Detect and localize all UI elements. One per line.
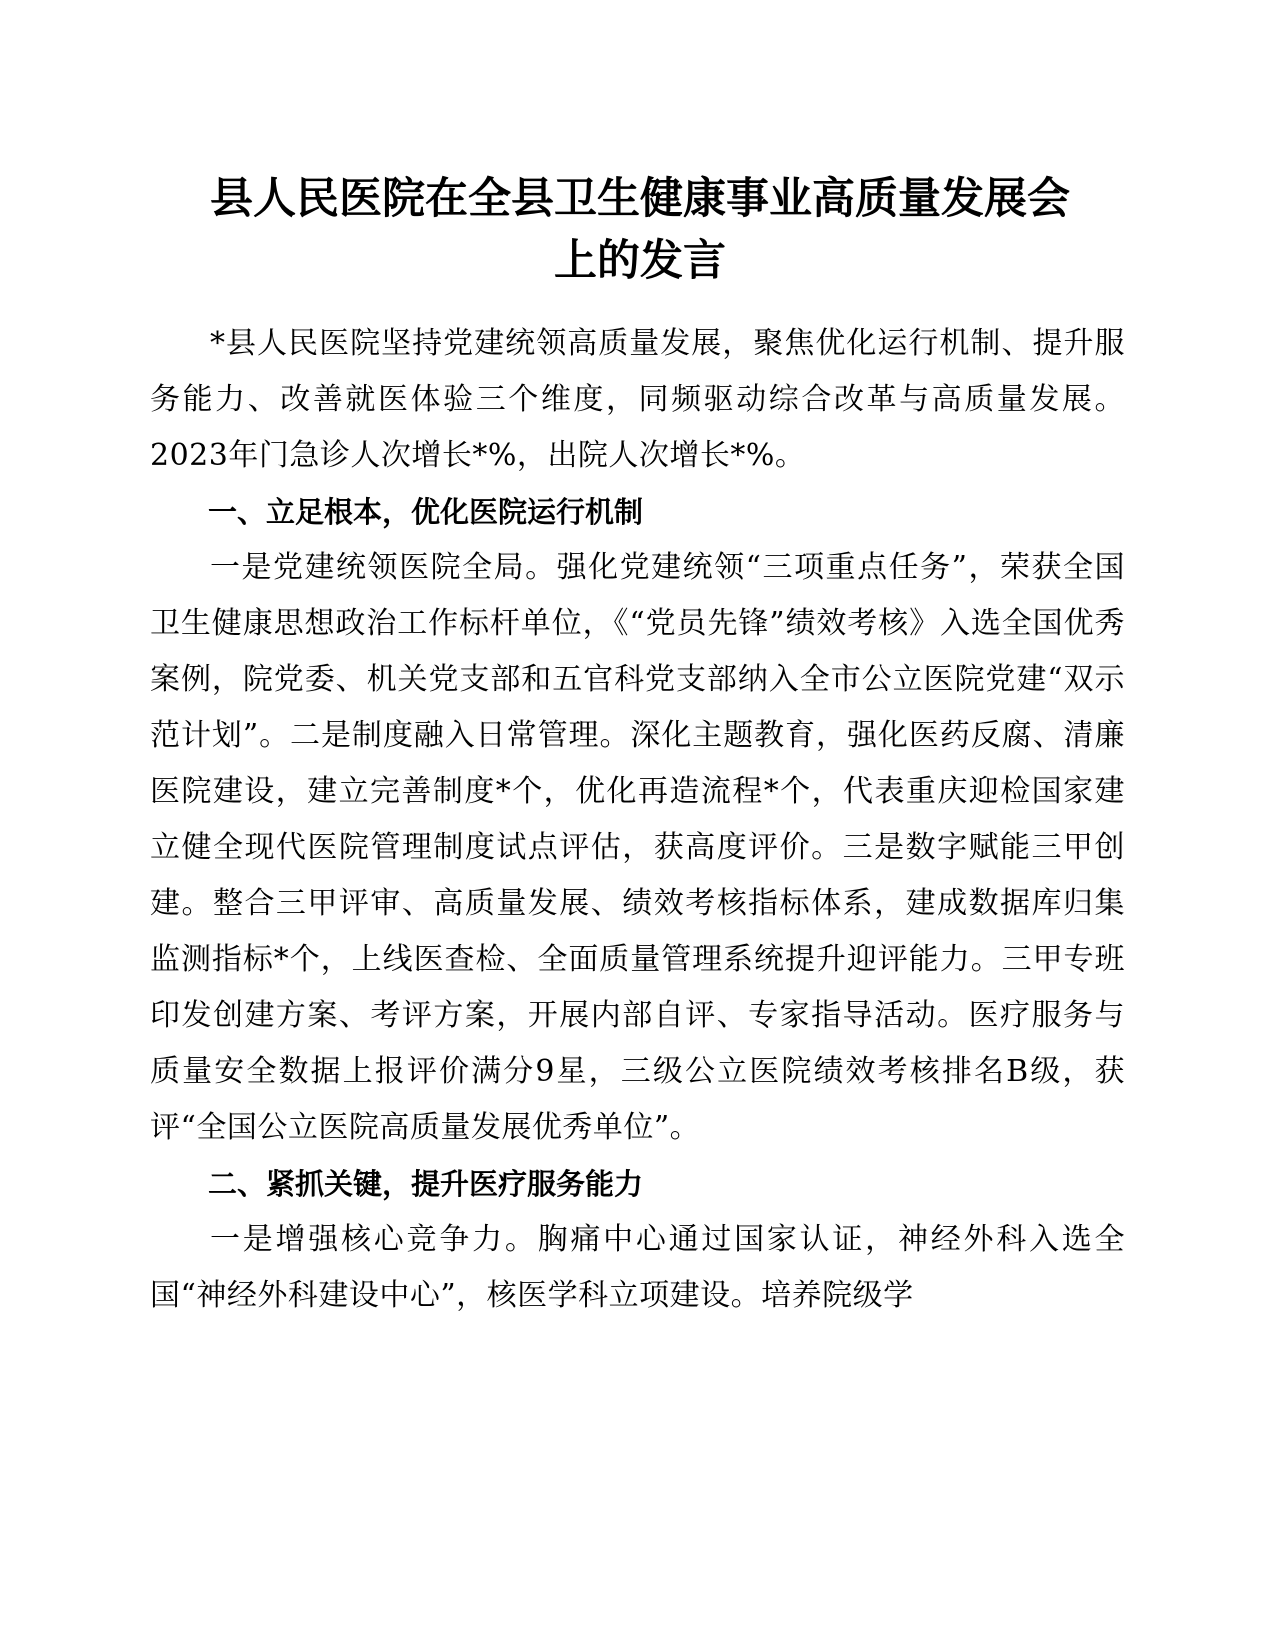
- title-line-1: 县人民医院在全县卫生健康事业高质量发展会: [210, 174, 1070, 224]
- document-title: [150, 168, 1130, 292]
- section-heading-1: 一、立足根本，优化医院运行机制: [208, 495, 644, 529]
- section-2-paragraph: 一是增强核心竞争力。胸痛中心通过国家认证，神经外科入选全国“神经外科建设中心”，核医学科立项建设。培养院级学: [150, 1222, 1125, 1313]
- document-body: [150, 316, 1125, 1324]
- section-1-paragraph: 一是党建统领医院全局。强化党建统领“三项重点任务”，荣获全国卫生健康思想政治工作标杆单位，《“党员先锋”绩效考核》入选全国优秀案例，院党委、机关党支部和五官科党支部纳入全市公立医院党建“双示范计划”。二是制度融入日常管理。深化主题教育，强化医药反腐、清廉医院建设，建立完善制度*个，优化再造流程*个，代表重庆迎检国家建立健全现代医院管理制度试点评估，获高度评价。三是数字赋能三甲创建。整合三甲评审、高质量发展、绩效考核指标体系，建成数据库归集监测指标*个，上线医查检、全面质量管理系统提升迎评能力。三甲专班印发创建方案、考评方案，开展内部自评、专家指导活动。医疗服务与质量安全数据上报评价满分9星，三级公立医院绩效考核排名B级，获评“全国公立医院高质量发展优秀单位”。: [150, 550, 1125, 1145]
- intro-paragraph: *县人民医院坚持党建统领高质量发展，聚焦优化运行机制、提升服务能力、改善就医体验三个维度，同频驱动综合改革与高质量发展。2023年门急诊人次增长*%，出院人次增长*%。: [150, 326, 1125, 473]
- title-line-2: 上的发言: [554, 236, 726, 286]
- section-heading-2: 二、紧抓关键，提升医疗服务能力: [208, 1167, 644, 1201]
